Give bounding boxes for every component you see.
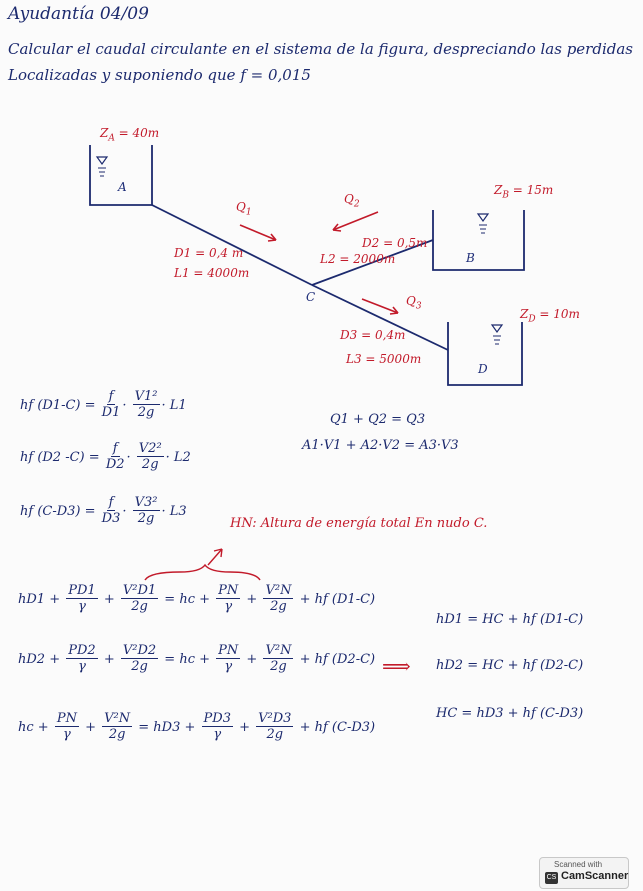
water-level-a-icon xyxy=(97,157,107,164)
water-level-b-icon xyxy=(478,214,488,221)
hn-definition-note: HN: Altura de energía total En nudo C. xyxy=(230,516,488,531)
camscanner-watermark xyxy=(539,857,629,889)
z-b-label: $Z_B = 15m$ xyxy=(494,183,554,201)
continuity-eq-2: A1·V1 + A2·V2 = A3·V3 xyxy=(302,438,459,453)
problem-statement-line-2: Localizadas y suponiendo que f = 0,015 xyxy=(8,66,311,84)
q1-arrow xyxy=(240,225,276,240)
tank-d-label: D xyxy=(478,362,488,376)
energy-eq-2: hD2 + $\frac{PD2}{\gamma}$ + $\frac{\text{V²D2}}{2g}$ = hc + $\frac{PN}{\gamma}$ + $\frac{\text{V²N}}{2g}$ + hf (D2-C) xyxy=(18,643,376,675)
head-loss-eq-3: hf (C-D3) = $\frac{f}{D3}$ · $\frac{\text{V3²}}{2g}$ · L3 xyxy=(20,495,187,527)
energy-brace xyxy=(145,565,260,580)
d2-label: D2 = 0,5m xyxy=(362,236,428,250)
implies-arrow: ⟹ xyxy=(382,654,411,678)
water-lines-a-icon xyxy=(98,168,106,176)
continuity-eq-1: Q1 + Q2 = Q3 xyxy=(330,412,426,427)
q3-label: $Q_3$ xyxy=(406,294,422,312)
reduced-eq-2: hD2 = HC + hf (D2-C) xyxy=(436,658,584,673)
watermark-brand: CamScanner xyxy=(561,870,629,882)
l1-label: L1 = 4000m xyxy=(174,266,250,280)
tank-b-label: B xyxy=(466,251,475,265)
z-d-label: $Z_D = 10m$ xyxy=(520,307,580,325)
q1-label: $Q_1$ xyxy=(236,200,252,218)
node-c-label: C xyxy=(306,290,316,304)
reduced-eq-3: HC = hD3 + hf (C-D3) xyxy=(436,706,584,721)
head-loss-eq-1: hf (D1-C) = $\frac{f}{D1}$ · $\frac{\text{V1²}}{2g}$ · L1 xyxy=(20,389,187,421)
energy-eq-1: hD1 + $\frac{PD1}{\gamma}$ + $\frac{\text{V²D1}}{2g}$ = hc + $\frac{PN}{\gamma}$ + $\frac{\text{V²N}}{2g}$ + hf (D1-C) xyxy=(18,583,376,615)
tank-b xyxy=(433,210,524,270)
reduced-eq-1: hD1 = HC + hf (D1-C) xyxy=(436,612,584,627)
tank-a xyxy=(90,145,152,205)
l2-label: L2 = 2000m xyxy=(320,252,396,266)
water-level-d-icon xyxy=(492,325,502,332)
page-title: Ayudantía 04/09 xyxy=(8,4,149,24)
energy-eq-3: hc + $\frac{PN}{\gamma}$ + $\frac{\text{V²N}}{2g}$ = hD3 + $\frac{PD3}{\gamma}$ + $\frac{\text{V²D3}}{2g}$ + hf (C-D3) xyxy=(18,711,376,743)
water-lines-d-icon xyxy=(493,336,501,344)
problem-statement-line-1: Calcular el caudal circulante en el sistema de la figura, despreciando las perdidas xyxy=(8,40,633,58)
z-a-label: $Z_A = 40m$ xyxy=(100,126,160,144)
q2-arrow xyxy=(333,212,378,230)
camscanner-logo-icon: CS xyxy=(545,872,558,884)
tank-a-label: A xyxy=(118,180,127,194)
d3-label: D3 = 0,4m xyxy=(340,328,406,342)
d1-label: D1 = 0,4 m xyxy=(174,246,244,260)
water-lines-b-icon xyxy=(479,225,487,233)
watermark-caption: Scanned with xyxy=(554,860,603,869)
head-loss-eq-2: hf (D2 -C) = $\frac{f}{D2}$ · $\frac{\text{V2²}}{2g}$ · L2 xyxy=(20,441,191,473)
q2-label: $Q_2$ xyxy=(344,192,360,210)
l3-label: L3 = 5000m xyxy=(346,352,422,366)
